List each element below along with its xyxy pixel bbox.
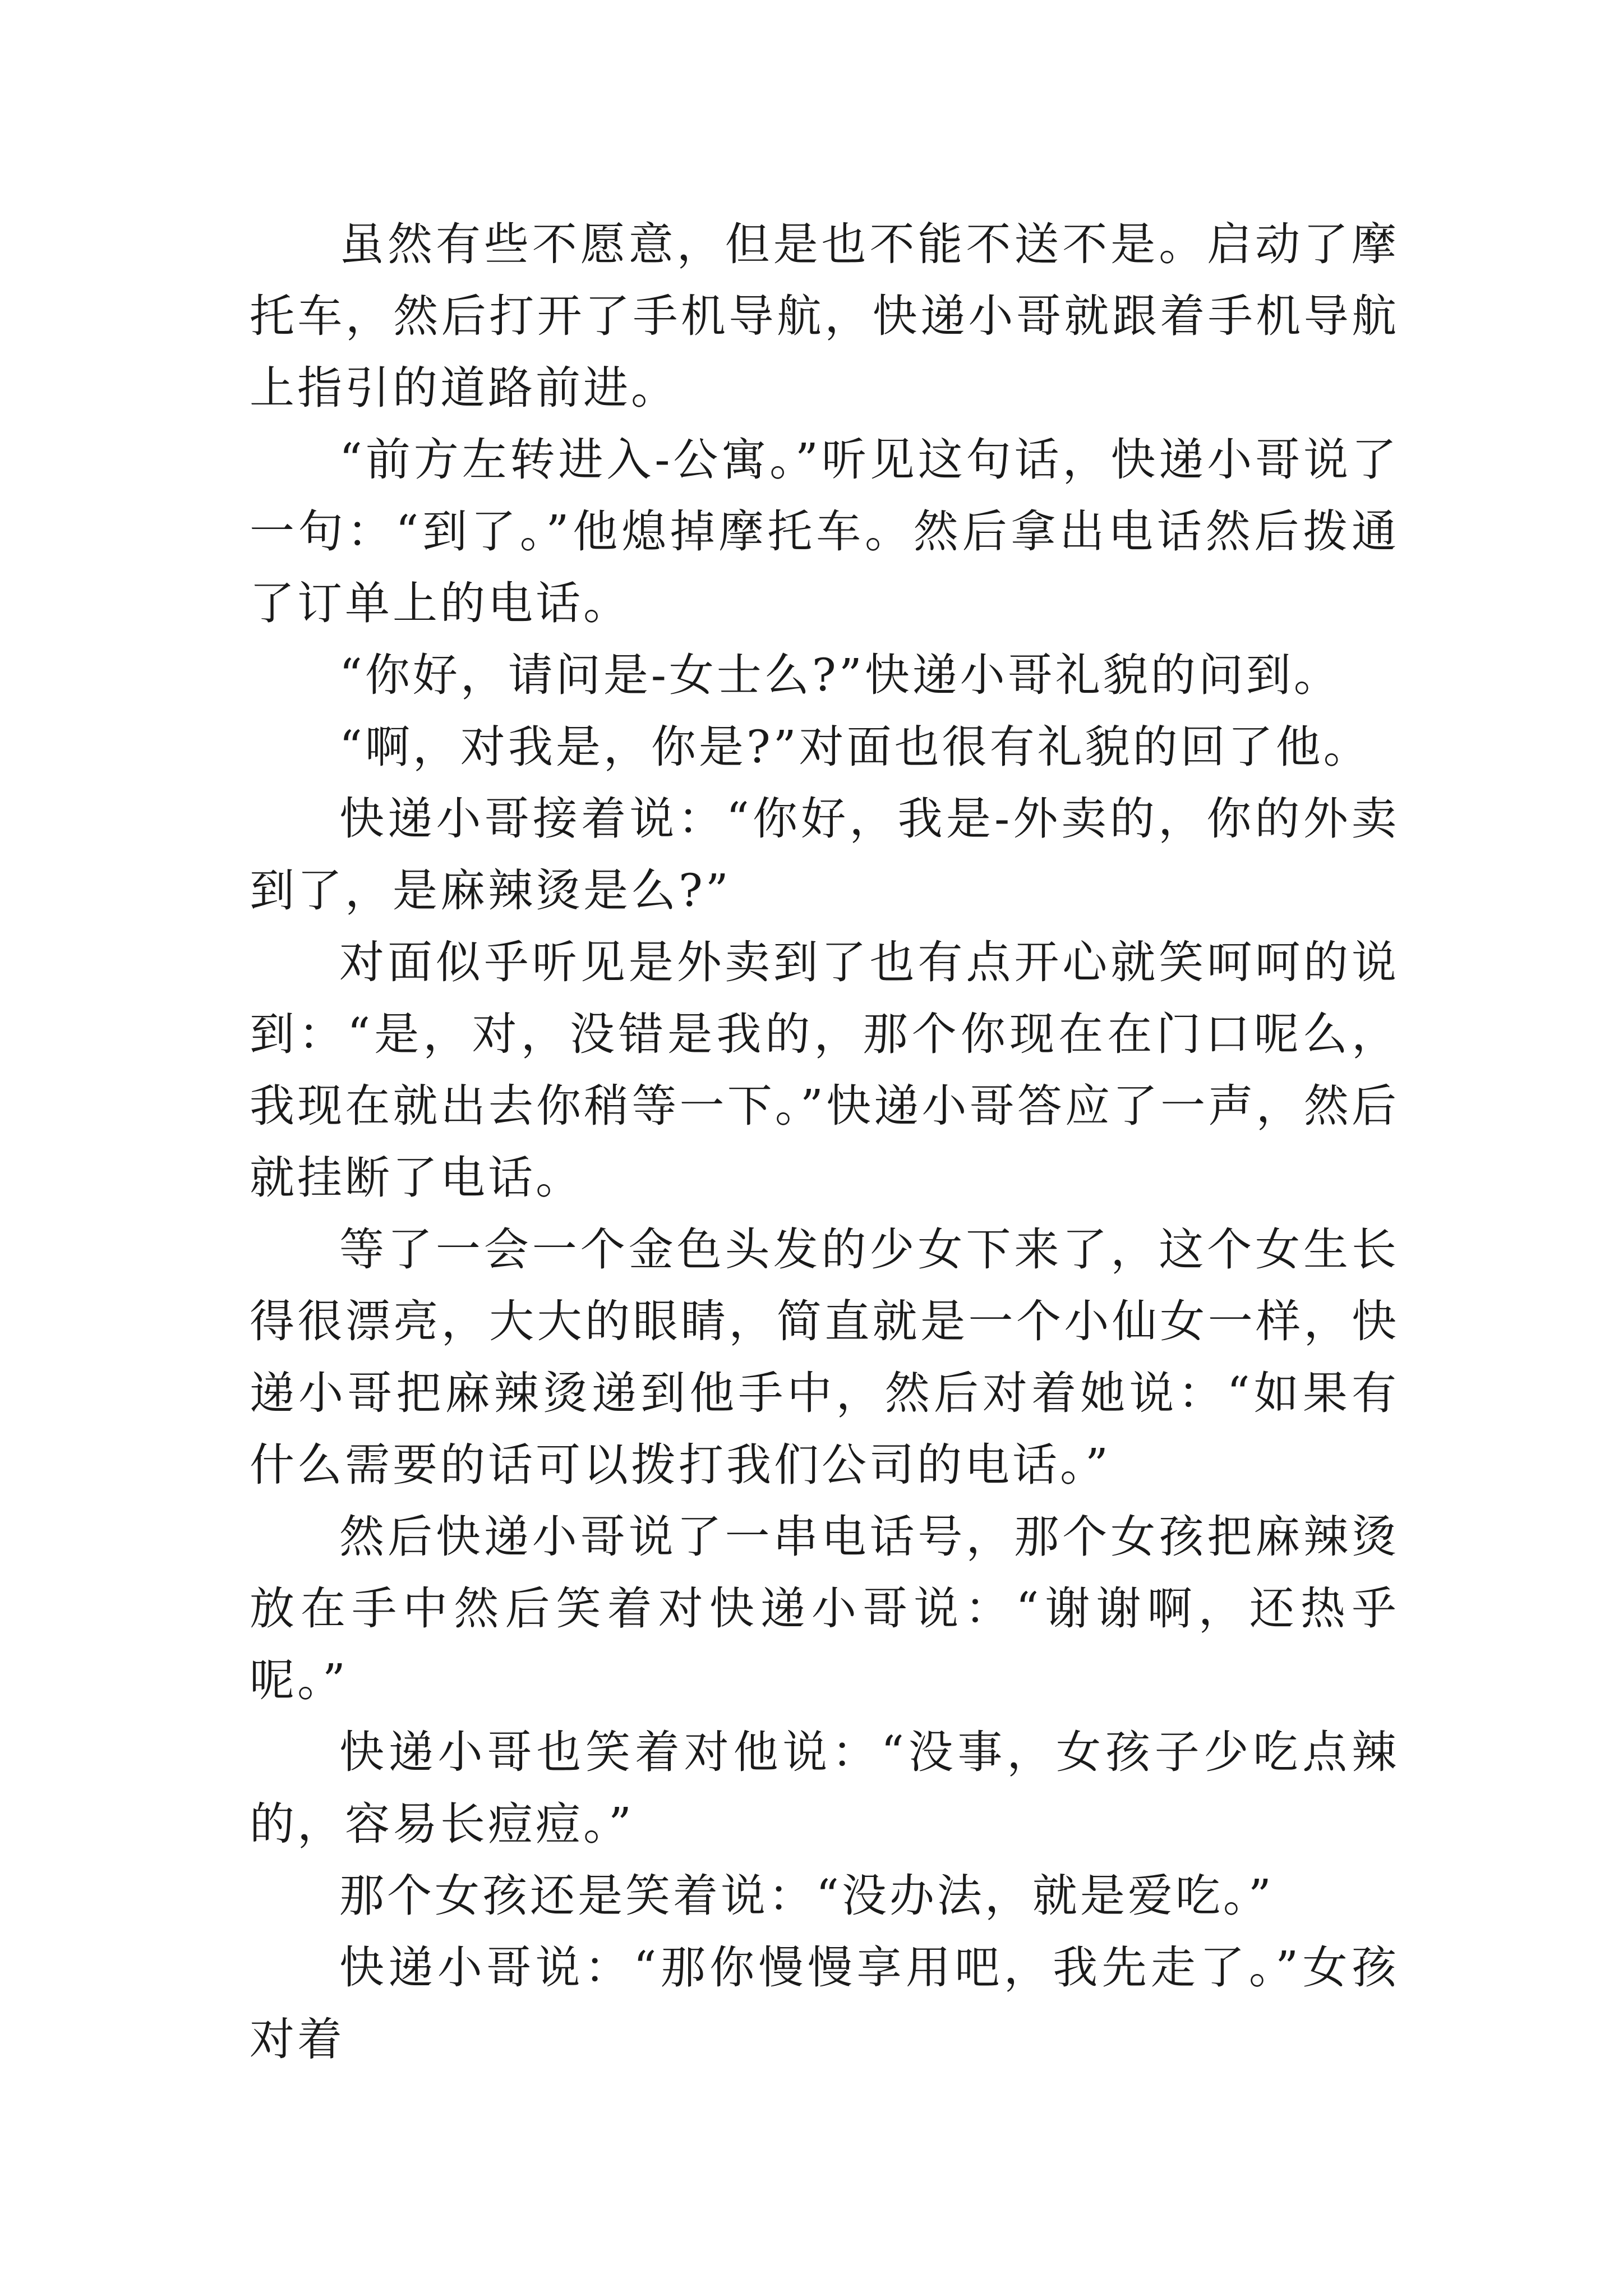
paragraph-4: “啊，对我是，你是?”对面也很有礼貌的回了他。 — [339, 721, 1371, 773]
paragraph-8: 然后快递小哥说了一串电话号，那个女孩把麻辣烫放在手中然后笑着对快递小哥说：“谢谢啊，还热乎呢。” — [250, 1511, 1399, 1706]
paragraph-3: “你好，请问是-女士么?”快递小哥礼貌的问到。 — [339, 649, 1341, 701]
paragraph-11: 快递小哥说：“那你慢慢享用吧，我先走了。”女孩对着 — [250, 1941, 1399, 2065]
body-text — [250, 209, 1399, 2076]
paragraph-1: 虽然有些不愿意，但是也不能不送不是。启动了摩托车，然后打开了手机导航，快递小哥就跟着手机导航上指引的道路前进。 — [250, 218, 1399, 414]
paragraph-2: “前方左转进入-公寓。”听见这句话，快递小哥说了一句：“到了。”他熄掉摩托车。然后拿出电话然后拨通了订单上的电话。 — [250, 434, 1399, 629]
paragraph-7: 等了一会一个金色头发的少女下来了，这个女生长得很漂亮，大大的眼睛，简直就是一个小仙女一样，快递小哥把麻辣烫递到他手中，然后对着她说：“如果有什么需要的话可以拨打我们公司的电话。” — [250, 1223, 1399, 1491]
paragraph-6: 对面似乎听见是外卖到了也有点开心就笑呵呵的说到：“是，对，没错是我的，那个你现在在门口呢么，我现在就出去你稍等一下。”快递小哥答应了一声，然后就挂断了电话。 — [250, 936, 1399, 1204]
paragraph-9: 快递小哥也笑着对他说：“没事，女孩子少吃点辣的，容易长痘痘。” — [250, 1726, 1399, 1850]
paragraph-10: 那个女孩还是笑着说：“没办法，就是爱吃。” — [339, 1870, 1274, 1922]
paragraph-5: 快递小哥接着说：“你好，我是-外卖的，你的外卖到了，是麻辣烫是么?” — [250, 793, 1399, 917]
